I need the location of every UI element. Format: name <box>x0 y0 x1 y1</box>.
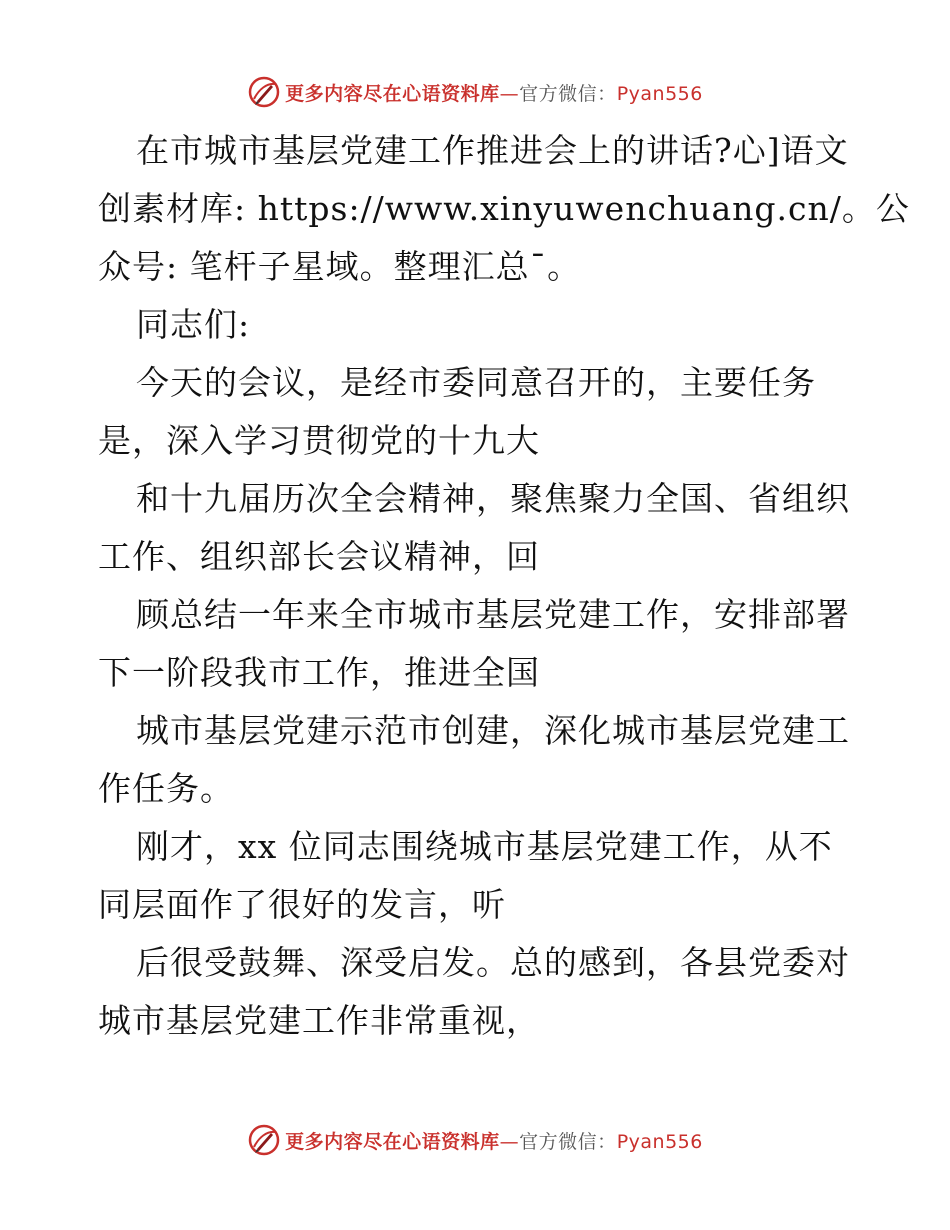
text-line: 下一阶段我市工作，推进全国 <box>98 653 540 692</box>
text-line: 同层面作了很好的发言，听 <box>98 885 506 924</box>
text-line: 城市基层党建示范市创建，深化城市基层党建工 <box>136 711 850 750</box>
watermark-dash: — <box>499 1130 520 1153</box>
pen-logo-icon <box>247 75 281 109</box>
watermark-id: Pyan556 <box>616 1130 703 1153</box>
watermark-footer <box>0 1120 950 1160</box>
text-line: 顾总结一年来全市城市基层党建工作，安排部署 <box>136 595 850 634</box>
watermark-label: 官方微信： <box>519 82 617 105</box>
pen-logo-icon <box>247 1123 281 1157</box>
text-line: 后很受鼓舞、深受启发。总的感到，各县党委对 <box>136 943 850 982</box>
watermark-title: 更多内容尽在心语资料库 <box>285 1130 500 1153</box>
watermark-id: Pyan556 <box>616 82 703 105</box>
text-line: 作任务。 <box>98 769 234 808</box>
text-line: 在市城市基层党建工作推进会上的讲话?心]语文 <box>136 131 849 170</box>
text-line: 今天的会议，是经市委同意召开的，主要任务 <box>136 363 816 402</box>
text-line: 创素材库: https://www.xinyuwenchuang.cn/。公 <box>98 189 910 228</box>
text-line: 众号: 笔杆子星域。整理汇总¯。 <box>98 247 582 286</box>
document-body <box>98 122 910 1050</box>
text-line: 同志们: <box>136 305 251 344</box>
text-line: 刚才，xx 位同志围绕城市基层党建工作，从不 <box>136 827 833 866</box>
watermark-dash: — <box>499 82 520 105</box>
text-line: 和十九届历次全会精神，聚焦聚力全国、省组织 <box>136 479 850 518</box>
watermark-title: 更多内容尽在心语资料库 <box>285 82 500 105</box>
watermark-header <box>0 72 950 112</box>
watermark-label: 官方微信： <box>519 1130 617 1153</box>
text-line: 工作、组织部长会议精神，回 <box>98 537 540 576</box>
text-line: 是，深入学习贯彻党的十九大 <box>98 421 540 460</box>
text-line: 城市基层党建工作非常重视， <box>98 1001 540 1040</box>
